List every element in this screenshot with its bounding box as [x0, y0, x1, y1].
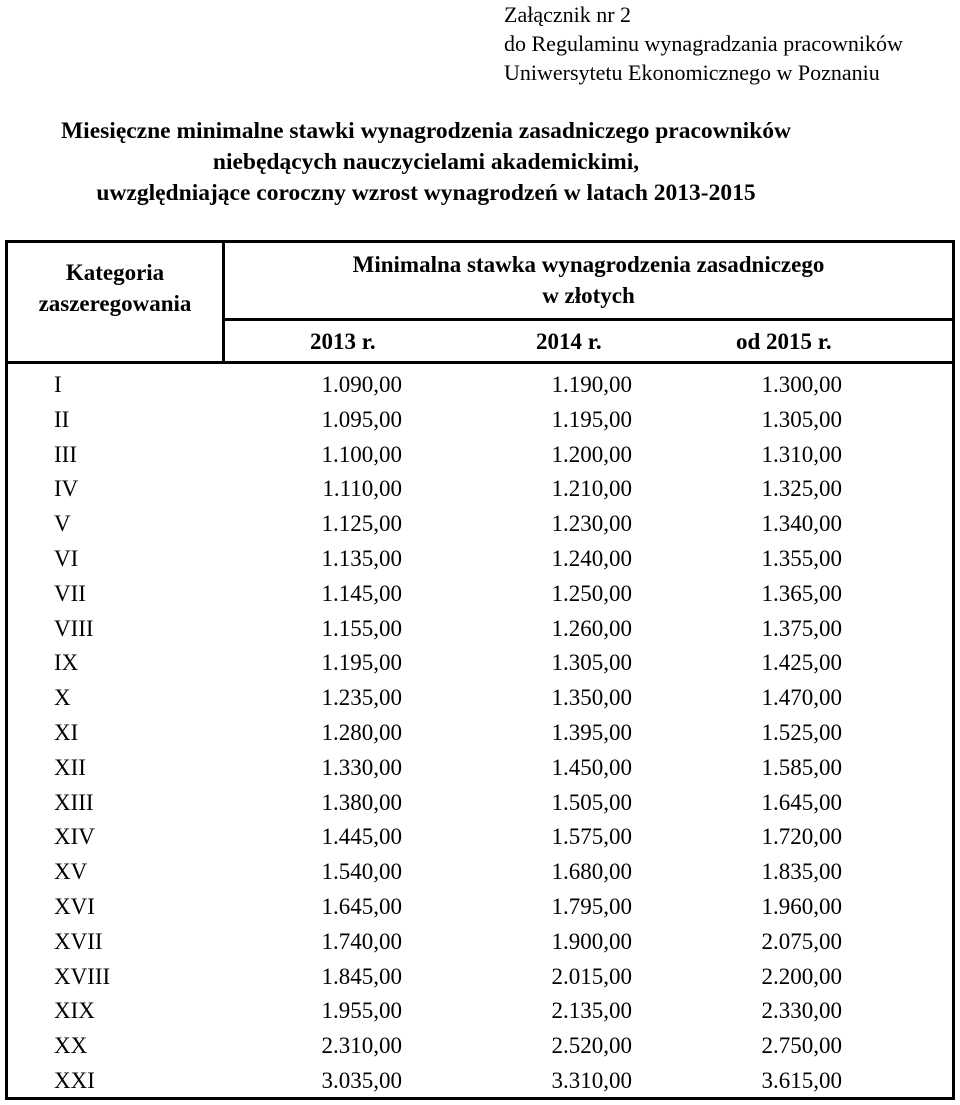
table-row — [8, 403, 952, 438]
table-row — [8, 716, 952, 751]
rate-2015-cell: 1.425,00 — [761, 650, 842, 676]
rate-2013-cell: 1.955,00 — [321, 998, 402, 1024]
rate-2013-cell: 1.645,00 — [321, 893, 402, 919]
annex-regulation: do Regulaminu wynagradzania pracowników — [504, 31, 903, 56]
rate-2015-cell: 1.375,00 — [761, 615, 842, 641]
rate-2013-cell: 1.100,00 — [321, 441, 402, 467]
rate-2014-cell: 1.505,00 — [551, 789, 632, 815]
year-header-2015: od 2015 r. — [736, 329, 832, 354]
title-line-1: Miesięczne minimalne stawki wynagrodzenia zasadniczego pracowników — [61, 118, 791, 144]
table-row — [8, 855, 952, 890]
rate-2014-cell: 1.260,00 — [551, 615, 632, 641]
rate-2015-cell: 2.750,00 — [761, 1033, 842, 1059]
header-divider-horizontal — [8, 361, 952, 364]
table-row — [8, 1029, 952, 1064]
rate-header-line-1: Minimalna stawka wynagrodzenia zasadniczego — [352, 252, 825, 277]
rate-2015-cell: 1.960,00 — [761, 893, 842, 919]
rate-2014-cell: 1.240,00 — [551, 545, 632, 571]
category-cell: XI — [54, 719, 79, 745]
rate-2015-cell: 2.200,00 — [761, 963, 842, 989]
table-row — [8, 820, 952, 855]
table-row — [8, 1064, 952, 1099]
rate-2015-cell: 1.305,00 — [761, 406, 842, 432]
category-cell: IV — [54, 476, 79, 502]
table-row — [8, 960, 952, 995]
rate-2013-cell: 1.195,00 — [321, 650, 402, 676]
table-row — [8, 507, 952, 542]
rate-2014-cell: 1.680,00 — [551, 859, 632, 885]
table-row — [8, 925, 952, 960]
title-line-2: niebędących nauczycielami akademickimi, — [212, 149, 640, 175]
rate-2014-cell: 1.230,00 — [551, 511, 632, 537]
category-cell: XX — [54, 1033, 88, 1059]
table-row — [8, 472, 952, 507]
annex-university: Uniwersytetu Ekonomicznego w Poznaniu — [504, 60, 880, 85]
category-cell: VIII — [54, 615, 94, 641]
rate-2015-cell: 1.525,00 — [761, 719, 842, 745]
rate-2014-cell: 1.250,00 — [551, 580, 632, 606]
category-cell: XVII — [54, 928, 103, 954]
annex-number: Załącznik nr 2 — [504, 2, 632, 27]
rate-2015-cell: 1.300,00 — [761, 372, 842, 397]
category-cell: VII — [54, 580, 86, 606]
table-row — [8, 994, 952, 1029]
rate-2014-cell: 1.305,00 — [551, 650, 632, 676]
rate-2013-cell: 1.330,00 — [321, 754, 402, 780]
salary-table — [5, 240, 955, 1100]
rate-2015-cell: 1.310,00 — [761, 441, 842, 467]
category-cell: IX — [54, 650, 79, 676]
category-cell: VI — [54, 545, 79, 571]
rate-2013-cell: 3.035,00 — [321, 1067, 402, 1093]
table-row — [8, 577, 952, 612]
rate-2013-cell: 1.135,00 — [321, 545, 402, 571]
rate-header-line-2: w złotych — [542, 283, 635, 308]
category-cell: XIII — [54, 789, 94, 815]
rate-2014-cell: 1.190,00 — [551, 372, 632, 397]
rate-2014-cell: 2.520,00 — [551, 1033, 632, 1059]
rate-2015-cell: 1.325,00 — [761, 476, 842, 502]
rate-2015-cell: 1.355,00 — [761, 545, 842, 571]
category-column-header — [8, 257, 222, 319]
rate-2015-cell: 3.615,00 — [761, 1067, 842, 1093]
rate-2013-cell: 1.540,00 — [321, 859, 402, 885]
rate-2013-cell: 1.095,00 — [321, 406, 402, 432]
rate-2013-cell: 1.110,00 — [322, 476, 402, 502]
category-cell: X — [54, 685, 71, 711]
rate-2015-cell: 1.585,00 — [761, 754, 842, 780]
table-row — [8, 368, 952, 403]
category-cell: II — [54, 406, 70, 432]
rate-2013-cell: 2.310,00 — [321, 1033, 402, 1059]
rate-2014-cell: 2.135,00 — [551, 998, 632, 1024]
rate-2014-cell: 1.350,00 — [551, 685, 632, 711]
annex-reference — [504, 0, 903, 87]
table-row — [8, 786, 952, 821]
table-row — [8, 751, 952, 786]
rate-2015-cell: 1.340,00 — [761, 511, 842, 537]
rate-2013-cell: 1.280,00 — [321, 719, 402, 745]
category-cell: XIX — [54, 998, 95, 1024]
header-divider-sub — [222, 318, 952, 321]
table-row — [8, 438, 952, 473]
category-cell: XV — [54, 859, 88, 885]
rate-2015-cell: 2.330,00 — [761, 998, 842, 1024]
rate-2014-cell: 1.450,00 — [551, 754, 632, 780]
rate-2014-cell: 2.015,00 — [551, 963, 632, 989]
category-header-line-2: zaszeregowania — [38, 291, 192, 316]
rate-2013-cell: 1.125,00 — [321, 511, 402, 537]
table-row — [8, 890, 952, 925]
rate-2015-cell: 1.835,00 — [761, 859, 842, 885]
table-row — [8, 681, 952, 716]
table-row — [8, 612, 952, 647]
category-cell: XVIII — [54, 963, 111, 989]
category-cell: III — [54, 441, 77, 467]
title-line-3: uwzględniające coroczny wzrost wynagrodzeń w latach 2013-2015 — [96, 180, 756, 206]
rate-2013-cell: 1.445,00 — [321, 824, 402, 850]
rate-2014-cell: 3.310,00 — [551, 1067, 632, 1093]
year-header-2014: 2014 r. — [536, 329, 602, 354]
rate-2015-cell: 1.720,00 — [761, 824, 842, 850]
category-cell: XXI — [54, 1067, 95, 1093]
rate-2015-cell: 1.645,00 — [761, 789, 842, 815]
category-cell: I — [54, 372, 62, 397]
rate-2013-cell: 1.740,00 — [321, 928, 402, 954]
category-cell: V — [54, 511, 71, 537]
rate-column-header — [225, 249, 952, 311]
rate-2013-cell: 1.145,00 — [321, 580, 402, 606]
rate-2013-cell: 1.235,00 — [321, 685, 402, 711]
rate-2014-cell: 1.200,00 — [551, 441, 632, 467]
rate-2015-cell: 1.365,00 — [761, 580, 842, 606]
rate-2013-cell: 1.090,00 — [321, 372, 402, 397]
table-body — [8, 368, 952, 1099]
rate-2013-cell: 1.380,00 — [321, 789, 402, 815]
document-title — [0, 116, 852, 209]
rate-2013-cell: 1.845,00 — [321, 963, 402, 989]
category-header-line-1: Kategoria — [65, 260, 165, 285]
rate-2014-cell: 1.210,00 — [551, 476, 632, 502]
category-cell: XVI — [54, 893, 95, 919]
rate-2015-cell: 2.075,00 — [761, 928, 842, 954]
rate-2013-cell: 1.155,00 — [321, 615, 402, 641]
rate-2014-cell: 1.795,00 — [551, 893, 632, 919]
table-row — [8, 542, 952, 577]
rate-2014-cell: 1.575,00 — [551, 824, 632, 850]
category-cell: XIV — [54, 824, 95, 850]
rate-2014-cell: 1.395,00 — [551, 719, 632, 745]
table-row — [8, 646, 952, 681]
rate-2015-cell: 1.470,00 — [761, 685, 842, 711]
year-header-2013: 2013 r. — [310, 329, 376, 354]
rate-2014-cell: 1.195,00 — [551, 406, 632, 432]
rate-2014-cell: 1.900,00 — [551, 928, 632, 954]
category-cell: XII — [54, 754, 86, 780]
